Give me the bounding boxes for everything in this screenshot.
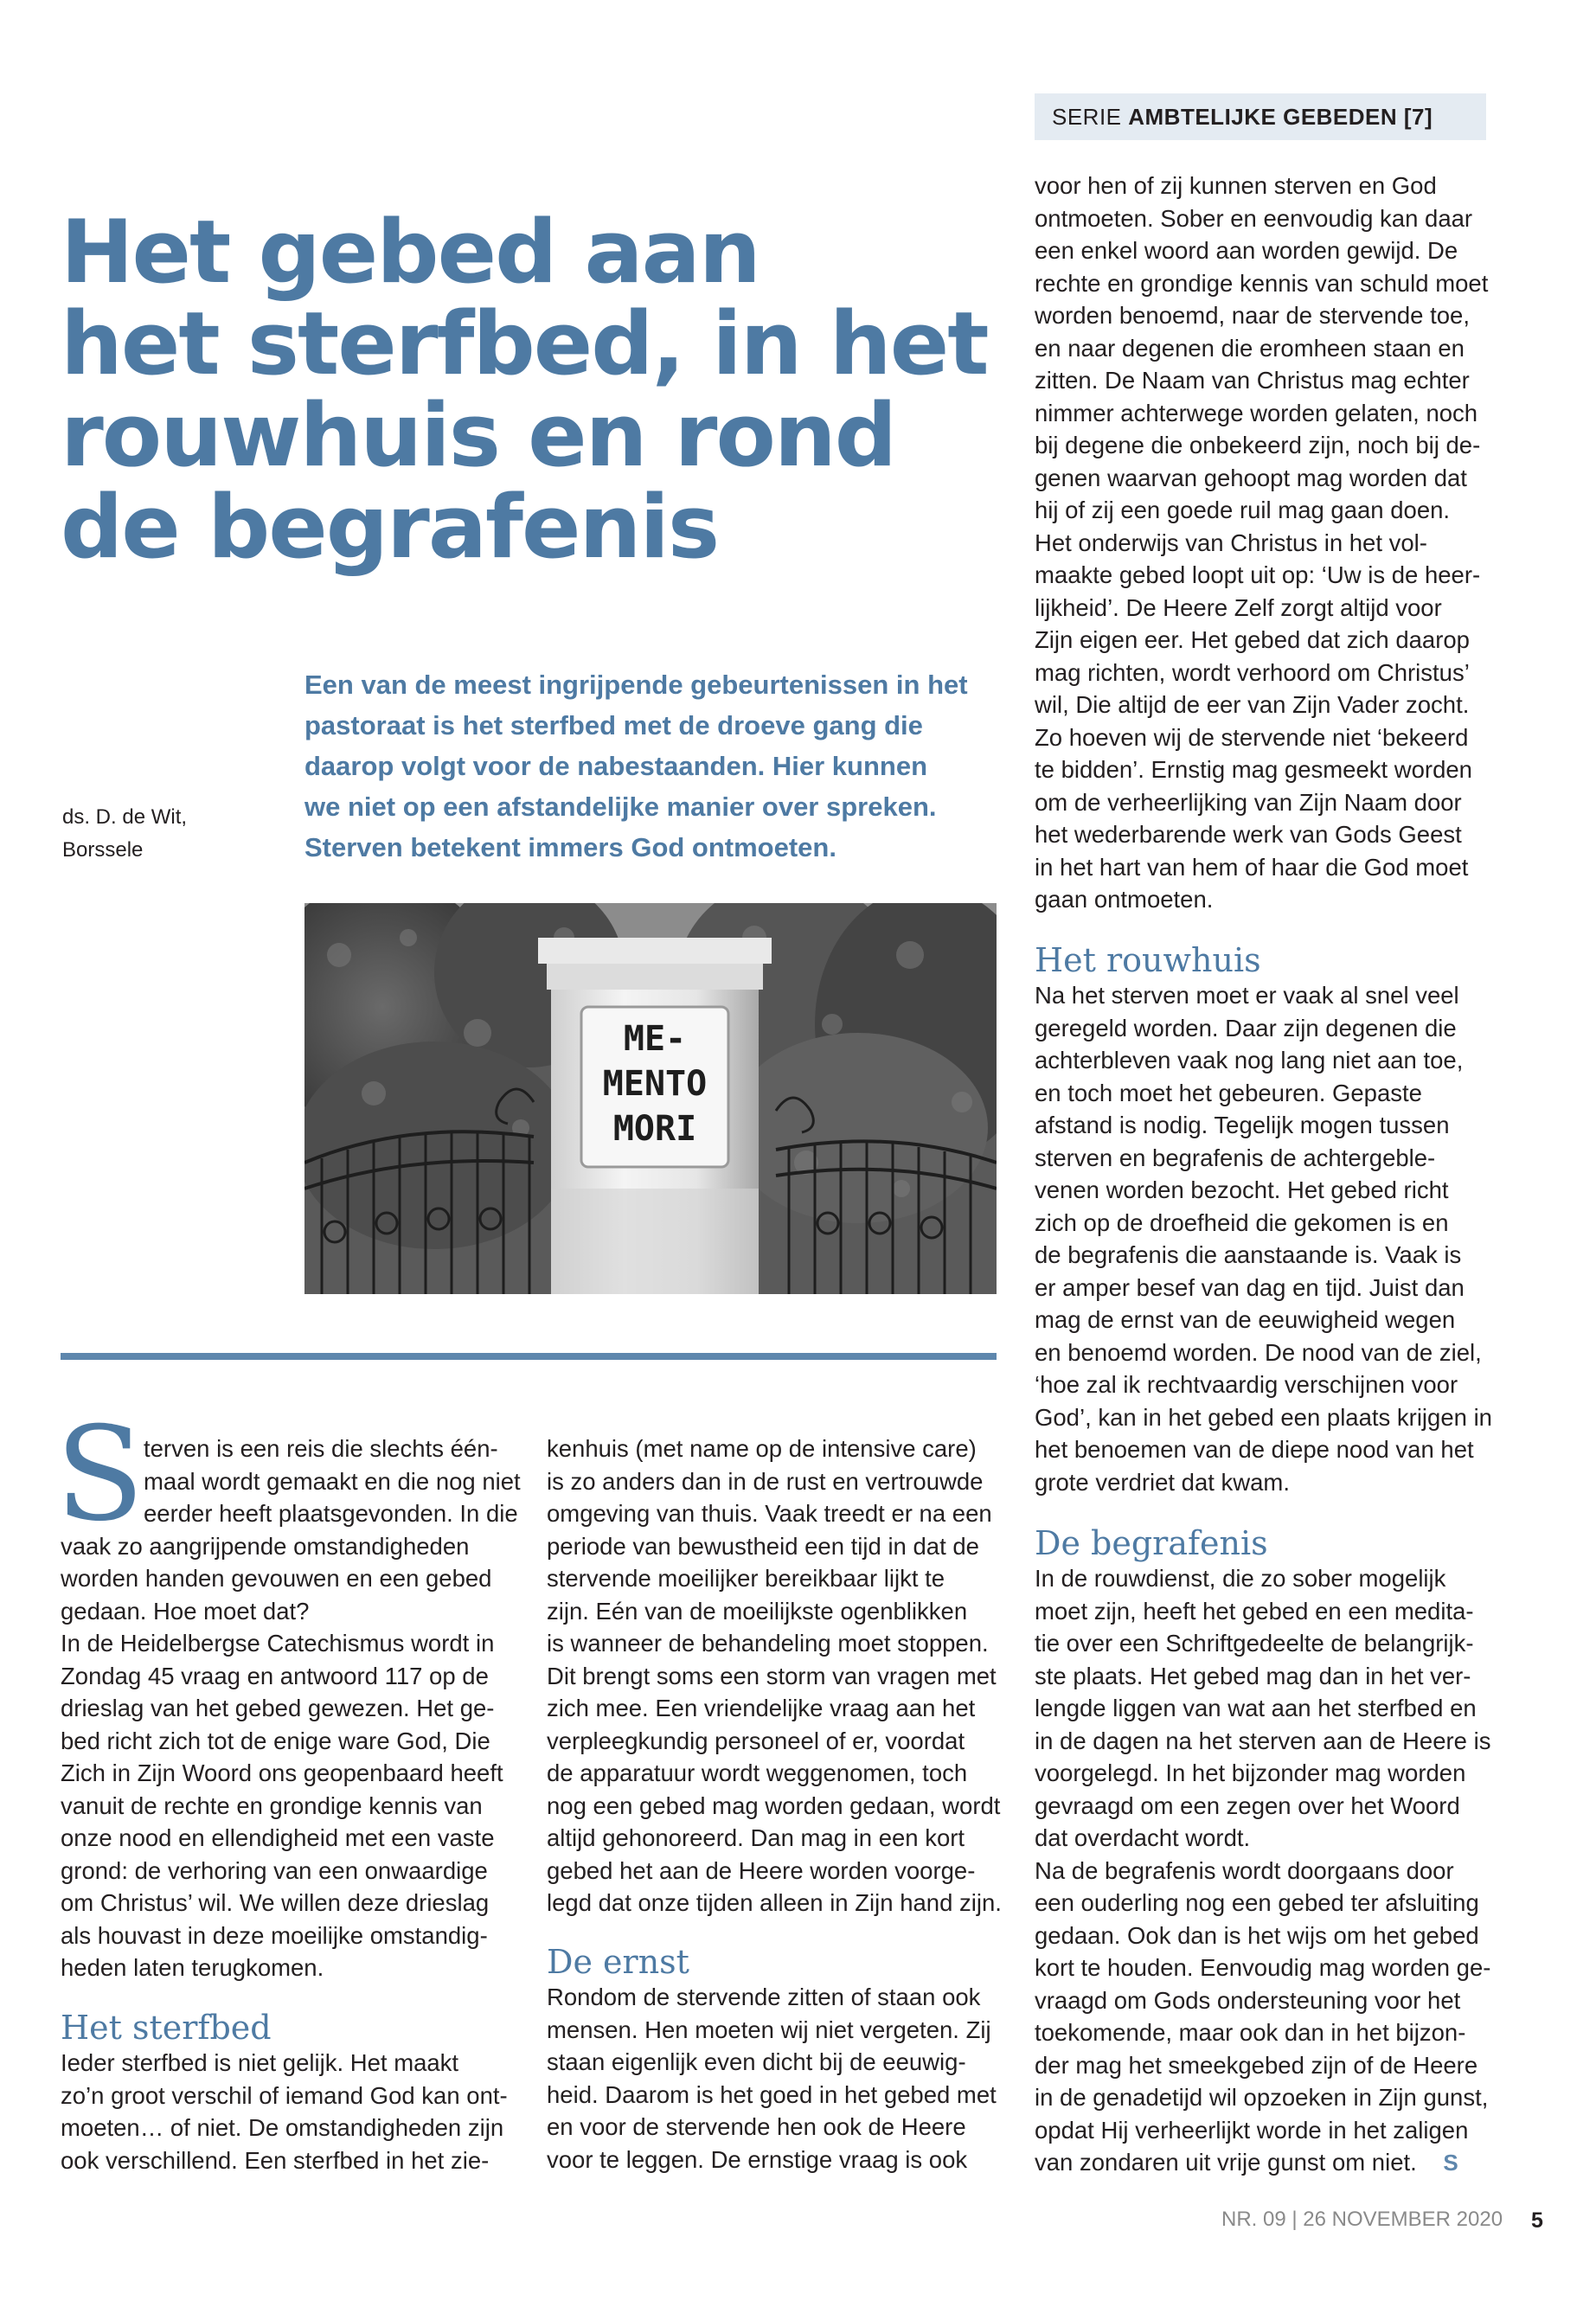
heading-de-ernst: De ernst bbox=[547, 1943, 689, 1981]
body-line: in de dagen na het sterven aan de Heere is bbox=[1035, 1727, 1491, 1754]
heading-het-rouwhuis: Het rouwhuis bbox=[1035, 941, 1261, 979]
title-line: het sterfbed, in het bbox=[61, 292, 988, 394]
body-line: Zo hoeven wij de stervende niet ‘bekeerd bbox=[1035, 723, 1469, 751]
body-line: Het onderwijs van Christus in het vol- bbox=[1035, 529, 1427, 556]
body-line: een enkel woord aan worden gewijd. De bbox=[1035, 237, 1458, 264]
inscription-line: ME- bbox=[623, 1019, 687, 1059]
body-line: om de verheerlijking van Zijn Naam door bbox=[1035, 788, 1462, 816]
body-line: altijd gehonoreerd. Dan mag in een kort bbox=[547, 1824, 965, 1851]
body-line: mensen. Hen moeten wij niet vergeten. Zij bbox=[547, 2016, 991, 2043]
body-line: het benoemen van de diepe nood van het bbox=[1035, 1436, 1474, 1463]
body-line: lijkheid’. De Heere Zelf zorgt altijd voor bbox=[1035, 593, 1442, 621]
title-line: rouwhuis en rond bbox=[61, 384, 896, 486]
body-line: mag de ernst van de eeuwigheid wegen bbox=[1035, 1306, 1456, 1333]
author-name: ds. D. de Wit, bbox=[62, 805, 188, 829]
body-line: sterven en begrafenis de achtergeble- bbox=[1035, 1144, 1436, 1171]
intro-lead bbox=[304, 664, 997, 868]
body-line: als houvast in deze moeilijke omstandig- bbox=[61, 1921, 488, 1949]
series-prefix: SERIE bbox=[1052, 104, 1129, 130]
body-line: in de genadetijd wil opzoeken in Zijn gunst, bbox=[1035, 2084, 1489, 2111]
body-line: gaan ontmoeten. bbox=[1035, 886, 1214, 913]
body-line: In de rouwdienst, die zo sober mogelijk bbox=[1035, 1565, 1446, 1592]
body-line: toekomende, maar ook dan in het bijzon- bbox=[1035, 2019, 1466, 2046]
body-line: er amper besef van dag en tijd. Juist dan bbox=[1035, 1273, 1465, 1301]
body-line: de begrafenis die aanstaande is. Vaak is bbox=[1035, 1241, 1462, 1268]
body-line: is zo anders dan in de rust en vertrouwde bbox=[547, 1467, 984, 1495]
body-line: bij degene die onbekeerd zijn, noch bij de- bbox=[1035, 432, 1481, 458]
body-line: het wederbarende werk van Gods Geest bbox=[1035, 821, 1462, 848]
column-2-continued bbox=[547, 1981, 997, 2176]
inscription-line: MENTO bbox=[602, 1064, 708, 1104]
issue-info: NR. 09 | 26 NOVEMBER 2020 bbox=[1221, 2208, 1503, 2231]
body-line: maakte gebed loopt uit op: ‘Uw is de heer- bbox=[1035, 561, 1481, 588]
body-line: rechte en grondige kennis van schuld moet bbox=[1035, 269, 1489, 297]
body-line: God’, kan in het gebed een plaats krijgen in bbox=[1035, 1403, 1492, 1431]
body-line: en naar degenen die eromheen staan en bbox=[1035, 334, 1465, 362]
body-line: en benoemd worden. De nood van de ziel, bbox=[1035, 1338, 1482, 1366]
body-line: stervende moeilijker bereikbaar lijkt te bbox=[547, 1565, 945, 1592]
body-line: ‘hoe zal ik rechtvaardig verschijnen voor bbox=[1035, 1371, 1458, 1398]
body-line: lengde liggen van wat aan het sterfbed en bbox=[1035, 1695, 1477, 1721]
body-line: kort te houden. Eenvoudig mag worden ge- bbox=[1035, 1954, 1491, 1981]
body-line: zitten. De Naam van Christus mag echter bbox=[1035, 367, 1470, 394]
body-line: kenhuis (met name op de intensive care) bbox=[547, 1435, 977, 1462]
series-label bbox=[1035, 93, 1486, 140]
body-line: dat overdacht wordt. bbox=[1035, 1824, 1251, 1851]
intro-line: pastoraat is het sterfbed met de droeve gang die bbox=[304, 710, 923, 740]
body-line: onze nood en ellendigheid met een vaste bbox=[61, 1824, 495, 1851]
column-1-continued bbox=[61, 2047, 510, 2176]
body-line: voor te leggen. De ernstige vraag is ook bbox=[547, 2145, 968, 2173]
body-line: vaak zo aangrijpende omstandigheden bbox=[61, 1532, 470, 1560]
body-line: nimmer achterwege worden gelaten, noch bbox=[1035, 399, 1478, 426]
body-line: bed richt zich tot de enige ware God, Die bbox=[61, 1727, 490, 1754]
body-line: mag richten, wordt verhoord om Christus’ bbox=[1035, 658, 1470, 686]
body-line: grote verdriet dat kwam. bbox=[1035, 1468, 1290, 1496]
section-divider bbox=[61, 1353, 997, 1360]
body-line: hij of zij een goede ruil mag gaan doen. bbox=[1035, 497, 1451, 523]
heading-het-sterfbed: Het sterfbed bbox=[61, 2009, 272, 2047]
column-1 bbox=[61, 1433, 521, 1984]
body-line: nog een gebed mag worden gedaan, wordt bbox=[547, 1791, 1001, 1819]
body-line: Dit brengt soms een storm van vragen met bbox=[547, 1662, 997, 1689]
body-line: tie over een Schriftgedeelte de belangrijk- bbox=[1035, 1630, 1474, 1657]
series-name: AMBTELIJKE GEBEDEN bbox=[1128, 104, 1398, 130]
author-place: Borssele bbox=[62, 838, 144, 862]
intro-line: Sterven betekent immers God ontmoeten. bbox=[304, 832, 836, 862]
body-line: worden benoemd, naar de stervende toe, bbox=[1035, 302, 1470, 329]
page-number: 5 bbox=[1531, 2208, 1543, 2233]
body-line: een ouderling nog een gebed ter afsluiting bbox=[1035, 1889, 1479, 1916]
body-line: legd dat onze tijden alleen in Zijn hand zijn. bbox=[547, 1889, 1002, 1916]
drop-cap: S bbox=[55, 1400, 144, 1550]
body-line: moeten… of niet. De omstandigheden zijn bbox=[61, 2114, 504, 2141]
body-line: te bidden’. Ernstig mag gesmeekt worden bbox=[1035, 756, 1472, 783]
body-line: Na het sterven moet er vaak al snel veel bbox=[1035, 982, 1459, 1009]
body-line: eerder heeft plaatsgevonden. In die bbox=[144, 1500, 518, 1527]
body-line: ste plaats. Het gebed mag dan in het ver- bbox=[1035, 1662, 1471, 1689]
body-line: venen worden bezocht. Het gebed richt bbox=[1035, 1176, 1449, 1203]
body-line: der mag het smeekgebed zijn of de Heere bbox=[1035, 2051, 1478, 2079]
title-line: de begrafenis bbox=[61, 476, 719, 578]
body-line: Rondom de stervende zitten of staan ook bbox=[547, 1984, 981, 2010]
body-line: vraagd om Gods ondersteuning voor het bbox=[1035, 1986, 1461, 2014]
body-line: gebed het aan de Heere worden voorge- bbox=[547, 1856, 976, 1884]
body-line: Na de begrafenis wordt doorgaans door bbox=[1035, 1856, 1454, 1884]
body-line: grond: de verhoring van een onwaardige bbox=[61, 1856, 488, 1884]
body-line: In de Heidelbergse Catechismus wordt in bbox=[61, 1630, 495, 1657]
body-line: maal wordt gemaakt en die nog niet bbox=[144, 1467, 521, 1495]
body-line: opdat Hij verheerlijkt worde in het zaligen bbox=[1035, 2116, 1469, 2144]
body-line: gevraagd om een zegen over het Woord bbox=[1035, 1791, 1460, 1819]
body-line: heden laten terugkomen. bbox=[61, 1954, 324, 1981]
body-line-last bbox=[1035, 2146, 1486, 2180]
body-line: terven is een reis die slechts één- bbox=[144, 1435, 498, 1462]
title-line: Het gebed aan bbox=[61, 201, 760, 303]
author-credit bbox=[62, 801, 187, 867]
body-line: zich mee. Een vriendelijke vraag aan het bbox=[547, 1695, 976, 1721]
column-3-begrafenis bbox=[1035, 1562, 1491, 2180]
body-line: zo’n groot verschil of iemand God kan ont- bbox=[61, 2081, 508, 2109]
body-line: Zich in Zijn Woord ons geopenbaard heeft bbox=[61, 1759, 503, 1786]
body-line: vanuit de rechte en grondige kennis van bbox=[61, 1791, 483, 1819]
body-line: is wanneer de behandeling moet stoppen. bbox=[547, 1630, 989, 1657]
body-line: moet zijn, heeft het gebed en een medita- bbox=[1035, 1597, 1474, 1625]
body-line: voorgelegd. In het bijzonder mag worden bbox=[1035, 1759, 1466, 1786]
body-line: en toch moet het gebeuren. Gepaste bbox=[1035, 1079, 1422, 1106]
body-line: zich op de droefheid die gekomen is en bbox=[1035, 1208, 1449, 1236]
body-line: ook verschillend. Een sterfbed in het zie- bbox=[61, 2146, 490, 2174]
body-line: drieslag van het gebed gewezen. Het ge- bbox=[61, 1695, 495, 1721]
end-mark-icon: S bbox=[1443, 2150, 1458, 2176]
article-title bbox=[61, 201, 995, 578]
body-line: Zondag 45 vraag en antwoord 117 op de bbox=[61, 1662, 489, 1689]
body-line: ontmoeten. Sober en eenvoudig kan daar bbox=[1035, 204, 1473, 232]
body-line-text: van zondaren uit vrije gunst om niet. bbox=[1035, 2149, 1417, 2176]
body-line: heid. Daarom is het goed in het gebed met bbox=[547, 2080, 997, 2108]
body-line: gedaan. Ook dan is het wijs om het gebed bbox=[1035, 1921, 1479, 1949]
heading-de-begrafenis: De begrafenis bbox=[1035, 1524, 1268, 1562]
body-line: omgeving van thuis. Vaak treedt er na een bbox=[547, 1500, 992, 1527]
intro-line: Een van de meest ingrijpende gebeurtenissen in het bbox=[304, 670, 968, 700]
memento-mori-photo bbox=[304, 903, 997, 1294]
body-line: staan eigenlijk even dicht bij de eeuwig- bbox=[547, 2048, 966, 2075]
body-line: voor hen of zij kunnen sterven en God bbox=[1035, 172, 1437, 199]
body-line: periode van bewustheid een tijd in dat de bbox=[547, 1532, 979, 1560]
intro-line: daarop volgt voor de nabestaanden. Hier kunnen bbox=[304, 751, 928, 781]
body-line: wil, Die altijd de eer van Zijn Vader zocht. bbox=[1035, 691, 1470, 718]
column-2 bbox=[547, 1433, 1002, 1920]
body-line: Zijn eigen eer. Het gebed dat zich daarop bbox=[1035, 626, 1470, 653]
body-line: om Christus’ wil. We willen deze drieslag bbox=[61, 1889, 490, 1916]
body-line: de apparatuur wordt weggenomen, toch bbox=[547, 1759, 968, 1786]
body-line: afstand is nodig. Tegelijk mogen tussen bbox=[1035, 1112, 1450, 1138]
body-line: Ieder sterfbed is niet gelijk. Het maakt bbox=[61, 2049, 459, 2076]
body-line: verpleegkundig personeel of er, voordat bbox=[547, 1727, 965, 1754]
body-line: in het hart van hem of haar die God moet bbox=[1035, 853, 1469, 881]
inscription-line: MORI bbox=[612, 1109, 697, 1149]
column-3 bbox=[1035, 170, 1489, 916]
body-line: worden handen gevouwen en een gebed bbox=[61, 1565, 492, 1592]
series-number: [7] bbox=[1397, 104, 1433, 130]
intro-line: we niet op een afstandelijke manier over spreken. bbox=[304, 792, 937, 822]
column-3-rouwhuis bbox=[1035, 979, 1492, 1498]
body-line: gedaan. Hoe moet dat? bbox=[61, 1597, 310, 1625]
body-line: en voor de stervende hen ook de Heere bbox=[547, 2113, 966, 2140]
body-line: geregeld worden. Daar zijn degenen die bbox=[1035, 1014, 1457, 1042]
body-line: genen waarvan gehoopt mag worden dat bbox=[1035, 464, 1467, 491]
body-line: zijn. Eén van de moeilijkste ogenblikken bbox=[547, 1597, 968, 1625]
body-line: achterbleven vaak nog lang niet aan toe, bbox=[1035, 1047, 1464, 1074]
